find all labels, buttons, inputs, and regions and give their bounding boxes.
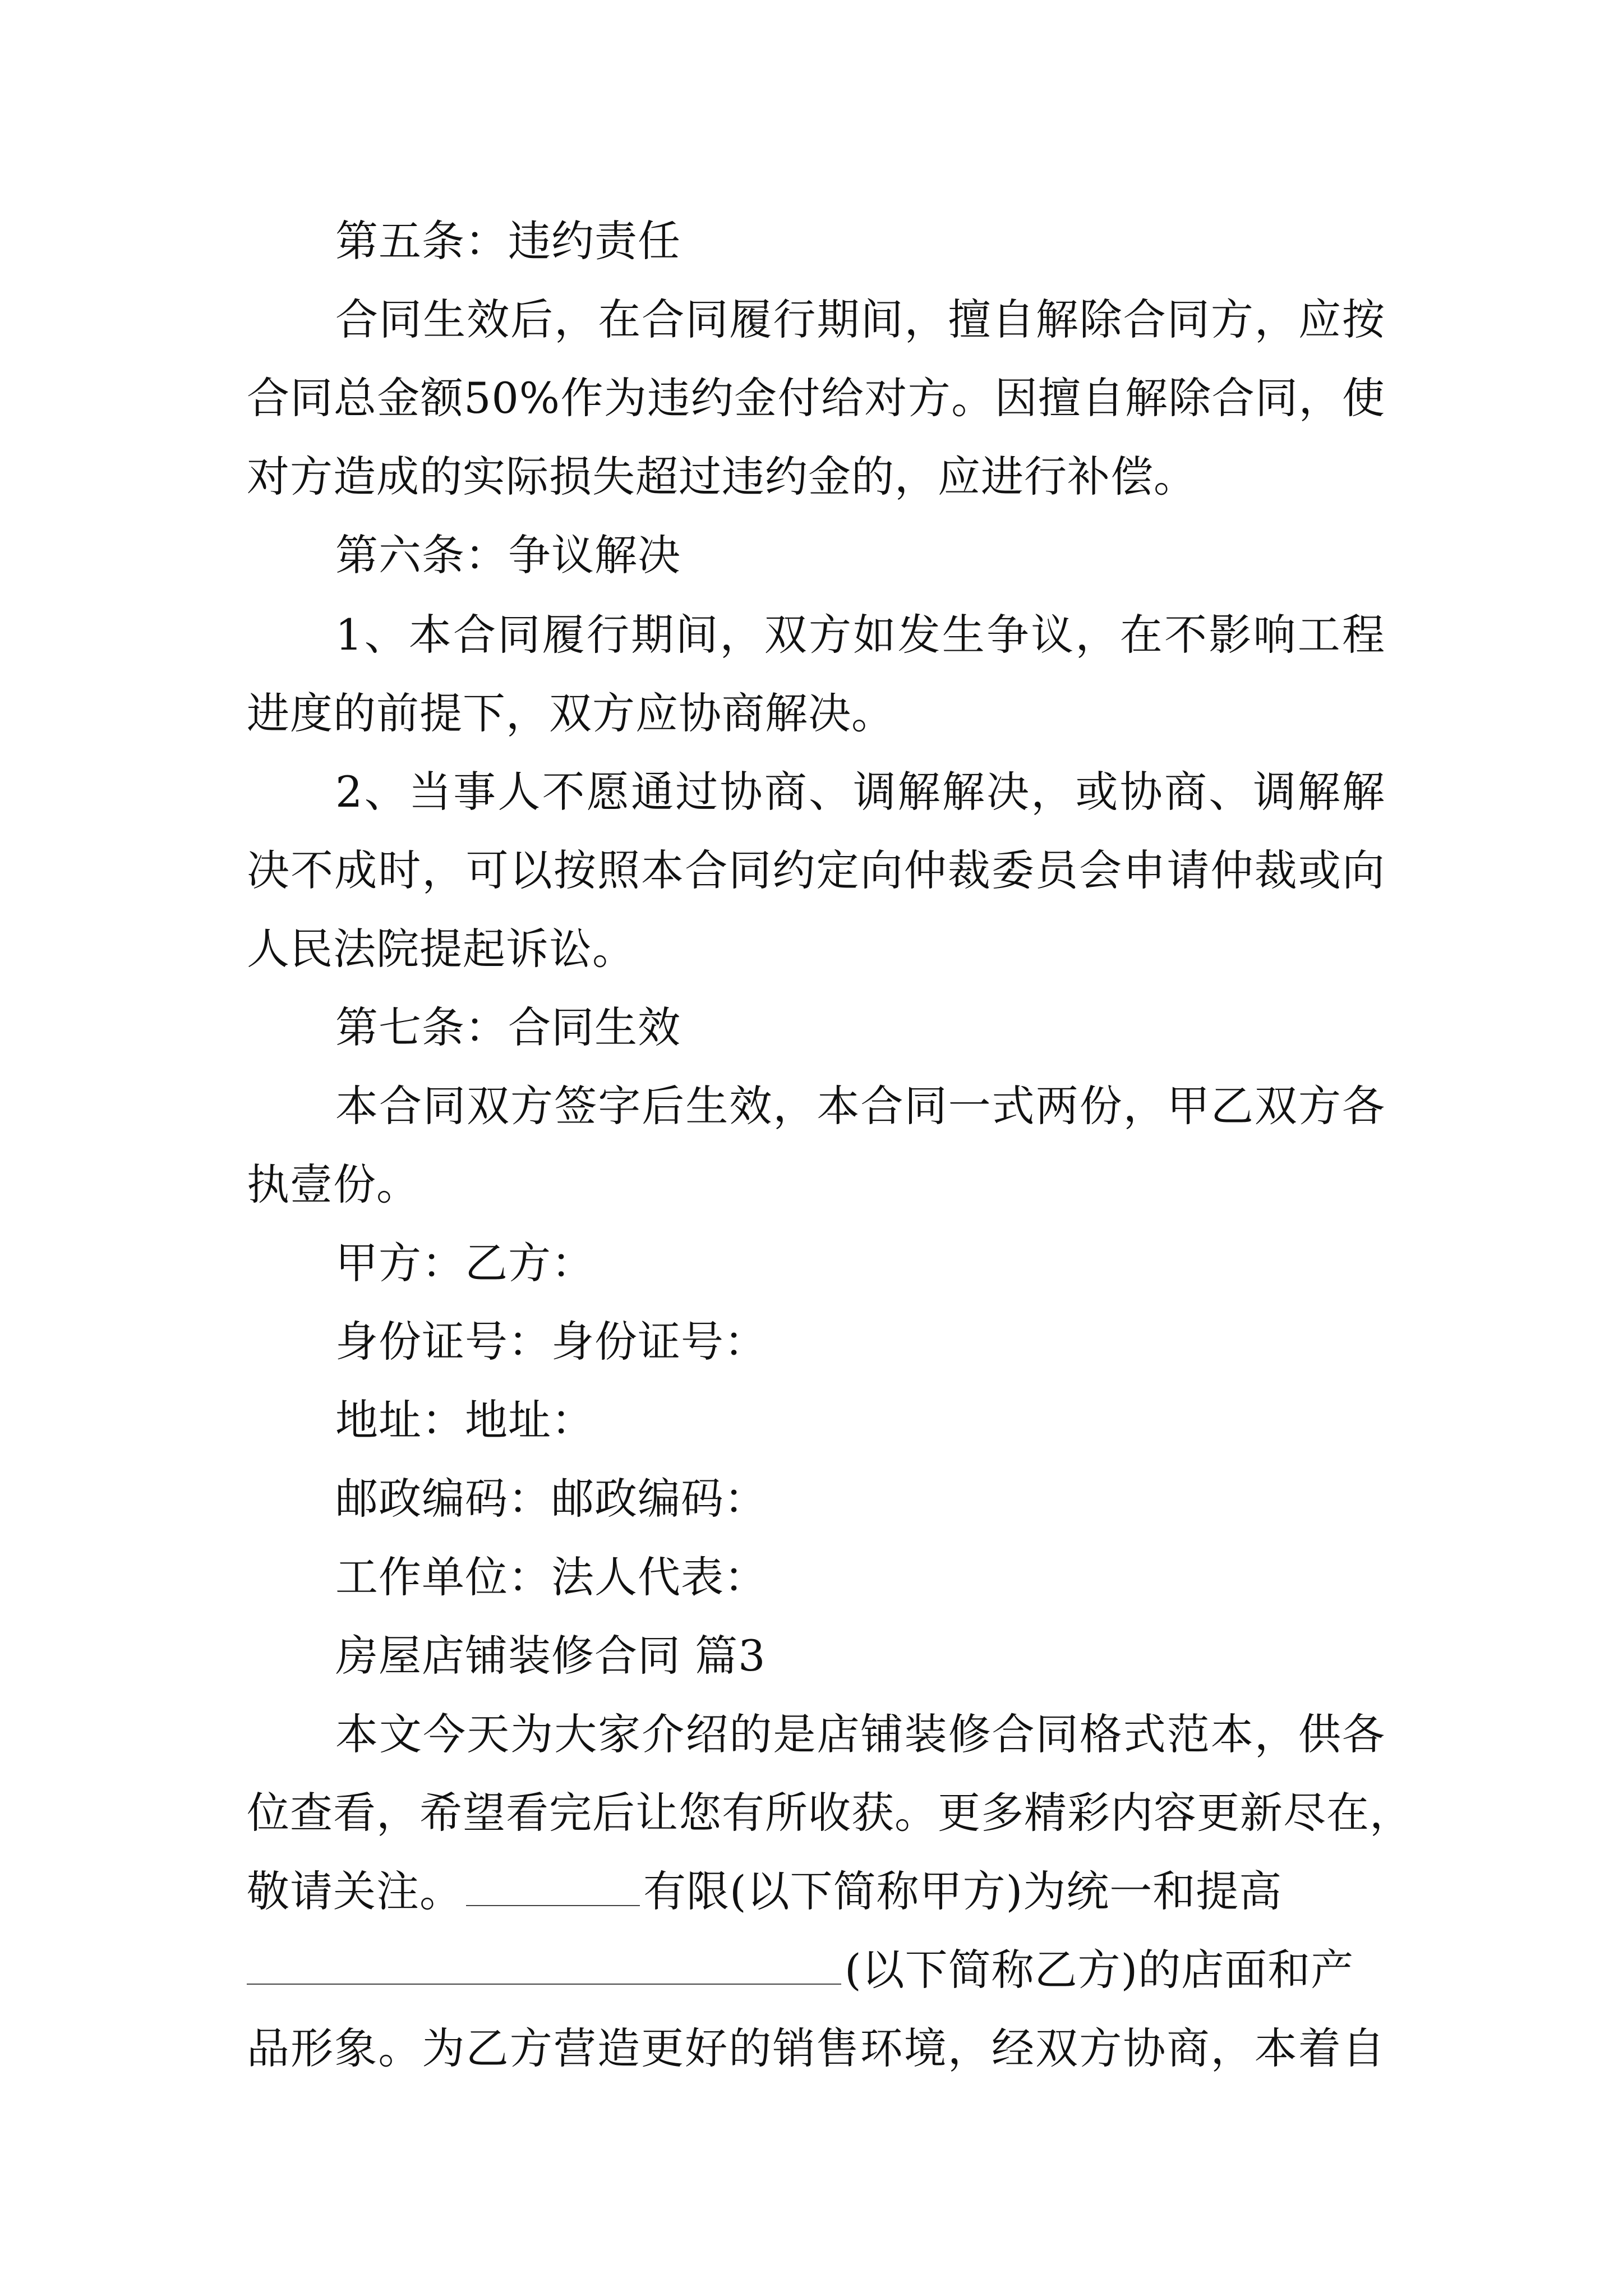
blank-party-b-name: [247, 1948, 841, 1985]
section6-item2-line-2: 决不成时，可以按照本合同约定向仲裁委员会申请仲裁或向: [247, 845, 1385, 895]
article3-line-3-suffix: 有限(以下简称甲方)为统一和提高: [643, 1866, 1283, 1916]
section6-item1-line-2: 进度的前提下，双方应协商解决。: [247, 688, 895, 738]
section5-line-3: 对方造成的实际损失超过违约金的，应进行补偿。: [247, 452, 1197, 501]
section5-line-1: 合同生效后，在合同履行期间，擅自解除合同方，应按: [335, 295, 1385, 344]
section6-item2-line-1: 2、当事人不愿通过协商、调解解决，或协商、调解解: [335, 767, 1385, 817]
section6-item1-line-1: 1、本合同履行期间，双方如发生争议，在不影响工程: [335, 610, 1385, 660]
signature-party-line: 甲方：乙方：: [335, 1238, 594, 1288]
article3-line-4: [247, 1939, 1385, 2001]
article3-line-5: 品形象。为乙方营造更好的销售环境，经双方协商，本着自: [247, 2023, 1385, 2073]
section5-line-2: 合同总金额50%作为违约金付给对方。因擅自解除合同，使: [247, 373, 1385, 423]
section7-line-2: 执壹份。: [247, 1159, 419, 1209]
document-page: [247, 0, 1413, 2296]
blank-company-name: [466, 1869, 640, 1906]
article3-line-1: 本文今天为大家介绍的是店铺装修合同格式范本，供各: [335, 1709, 1385, 1759]
section6-item2-line-3: 人民法院提起诉讼。: [247, 924, 635, 974]
section6-heading: 第六条：争议解决: [335, 530, 681, 580]
signature-postcode-line: 邮政编码：邮政编码：: [335, 1474, 767, 1524]
article3-title: 房屋店铺装修合同 篇3: [335, 1631, 766, 1681]
section5-heading: 第五条：违约责任: [335, 216, 681, 266]
section7-line-1: 本合同双方签字后生效，本合同一式两份，甲乙双方各: [335, 1081, 1385, 1131]
article3-line-4-suffix: (以下简称乙方)的店面和产: [845, 1945, 1354, 1995]
article3-line-3-prefix: 敬请关注。: [247, 1866, 463, 1916]
article3-line-2: 位查看，希望看完后让您有所收获。更多精彩内容更新尽在，: [247, 1788, 1413, 1838]
section7-heading: 第七条：合同生效: [335, 1002, 681, 1052]
signature-work-unit-line: 工作单位：法人代表：: [335, 1552, 767, 1602]
article3-line-3: [247, 1861, 1385, 1922]
signature-address-line: 地址：地址：: [335, 1395, 594, 1445]
signature-id-line: 身份证号：身份证号：: [335, 1317, 767, 1366]
